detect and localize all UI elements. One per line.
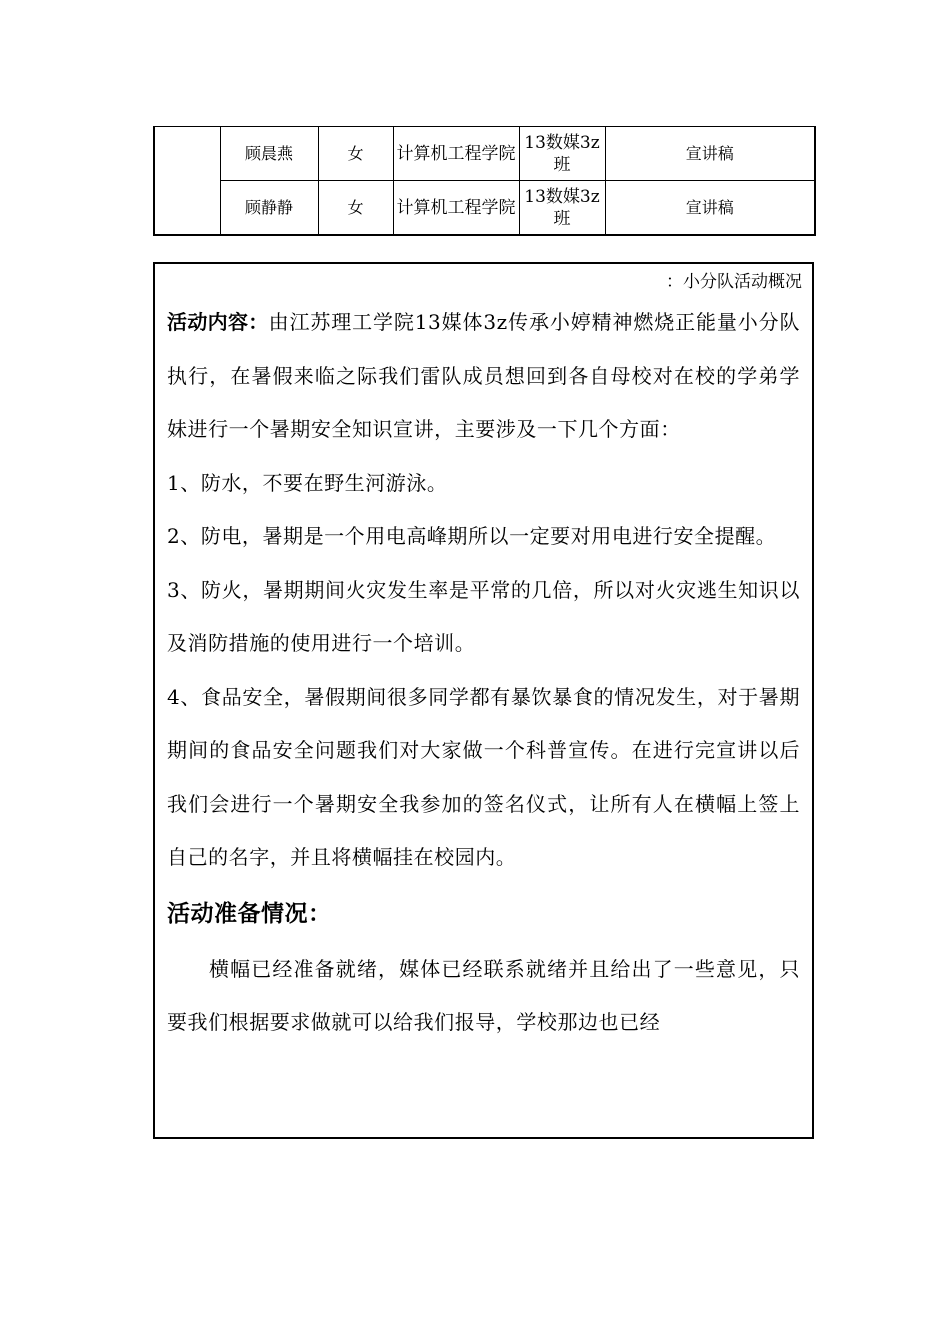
content-paragraph — [167, 296, 800, 457]
member-college: 计算机工程学院 — [393, 127, 519, 181]
list-item: 1、防水，不要在野生河游泳。 — [167, 470, 448, 495]
preparation-heading: 活动准备情况： — [167, 900, 332, 927]
table-row — [154, 181, 815, 236]
list-item: 4、食品安全，暑假期间很多同学都有暴饮暴食的情况发生，对于暑期期间的食品安全问题我们对大家做一个科普宣传。在进行完宣讲以后我们会进行一个暑期安全我参加的签名仪式，让所有人在横幅上签上自己的名字，并且将横幅挂在校园内。 — [167, 684, 800, 869]
member-gender: 女 — [318, 181, 393, 236]
member-college: 计算机工程学院 — [393, 181, 519, 236]
overview-body — [167, 296, 800, 1050]
content-text: 由江苏理工学院13媒体3z传承小婷精神燃烧正能量小分队执行，在暑假来临之际我们雷队成员想回到各自母校对在校的学弟学妹进行一个暑期安全知识宣讲，主要涉及一下几个方面： — [167, 310, 801, 441]
content-heading: 活动内容： — [167, 310, 269, 334]
member-class: 13数媒3z班 — [519, 181, 605, 236]
member-task: 宣讲稿 — [605, 127, 815, 181]
table-row — [154, 127, 815, 181]
member-table — [153, 126, 816, 236]
empty-cell — [154, 127, 220, 236]
list-item: 2、防电，暑期是一个用电高峰期所以一定要对用电进行安全提醒。 — [167, 524, 777, 548]
list-item: 3、防火，暑期期间火灾发生率是平常的几倍，所以对火灾逃生知识以及消防措施的使用进行一个培训。 — [167, 577, 800, 655]
activity-overview-box — [153, 262, 814, 1139]
member-name: 顾静静 — [220, 181, 318, 236]
member-name: 顾晨燕 — [220, 127, 318, 181]
member-task: 宣讲稿 — [605, 181, 815, 236]
member-gender: 女 — [318, 127, 393, 181]
member-class: 13数媒3z班 — [519, 127, 605, 181]
preparation-text: 横幅已经准备就绪，媒体已经联系就绪并且给出了一些意见，只要我们根据要求做就可以给我们报导，学校那边也已经 — [167, 956, 800, 1034]
overview-label: ：小分队活动概况 — [666, 272, 802, 292]
